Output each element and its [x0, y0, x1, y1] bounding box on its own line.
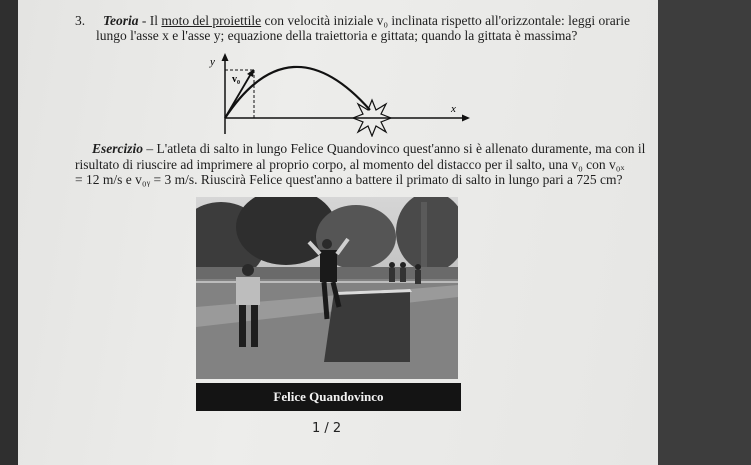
problem-number: 3. [75, 13, 86, 28]
problem-underlined-phrase: moto del proiettile [161, 13, 262, 28]
exercise-line-1 [92, 141, 645, 157]
spectator-body [236, 277, 260, 305]
y-axis-arrow-icon [222, 53, 229, 61]
spectator-leg-left [239, 305, 246, 347]
problem-title: Teoria [103, 13, 139, 28]
background-right [655, 0, 751, 465]
photo-scene [196, 197, 458, 379]
problem-line-1 [103, 13, 630, 29]
problem-line-1-a: - Il [138, 13, 162, 28]
problem-line-2: lungo l'asse x e l'asse y; equazione della traiettoria e gittata; quando la gittata è massima? [96, 28, 578, 43]
photo-caption: Felice Quandovinco [196, 383, 461, 411]
athlete-photo [196, 197, 458, 379]
x-axis-label: x [451, 103, 456, 115]
x-axis-arrow-icon [462, 115, 470, 122]
projectile-diagram [200, 52, 475, 137]
bystanders [389, 262, 421, 284]
background-left [0, 0, 18, 465]
page-number: 1 / 2 [312, 421, 342, 436]
athlete-head [322, 239, 332, 249]
athlete-leg-left [324, 282, 327, 319]
problem-line-1-b: con velocità iniziale v₀ inclinata rispetto all'orizzontale: leggi orarie [261, 13, 630, 28]
trajectory-curve [225, 67, 370, 118]
exercise-line-3: = 12 m/s e v₀ᵧ = 3 m/s. Riuscirà Felice quest'anno a battere il primato di salto in lungo pari a 725 cm? [75, 172, 623, 187]
athlete-torso [320, 250, 337, 282]
y-axis-label: y [210, 56, 215, 68]
v0-label: v₀ [232, 74, 240, 85]
exercise-line-1-text: – L'atleta di salto in lungo Felice Quandovinco quest'anno si è allenato duramente, ma con il [143, 141, 646, 156]
exercise-title: Esercizio [92, 141, 144, 156]
exercise-line-2: risultato di riuscire ad imprimere al proprio corpo, al momento del distacco per il salto, una v₀ con v₀ₓ [75, 157, 625, 172]
spectator-leg-right [251, 305, 258, 347]
spectator-head [242, 264, 254, 276]
